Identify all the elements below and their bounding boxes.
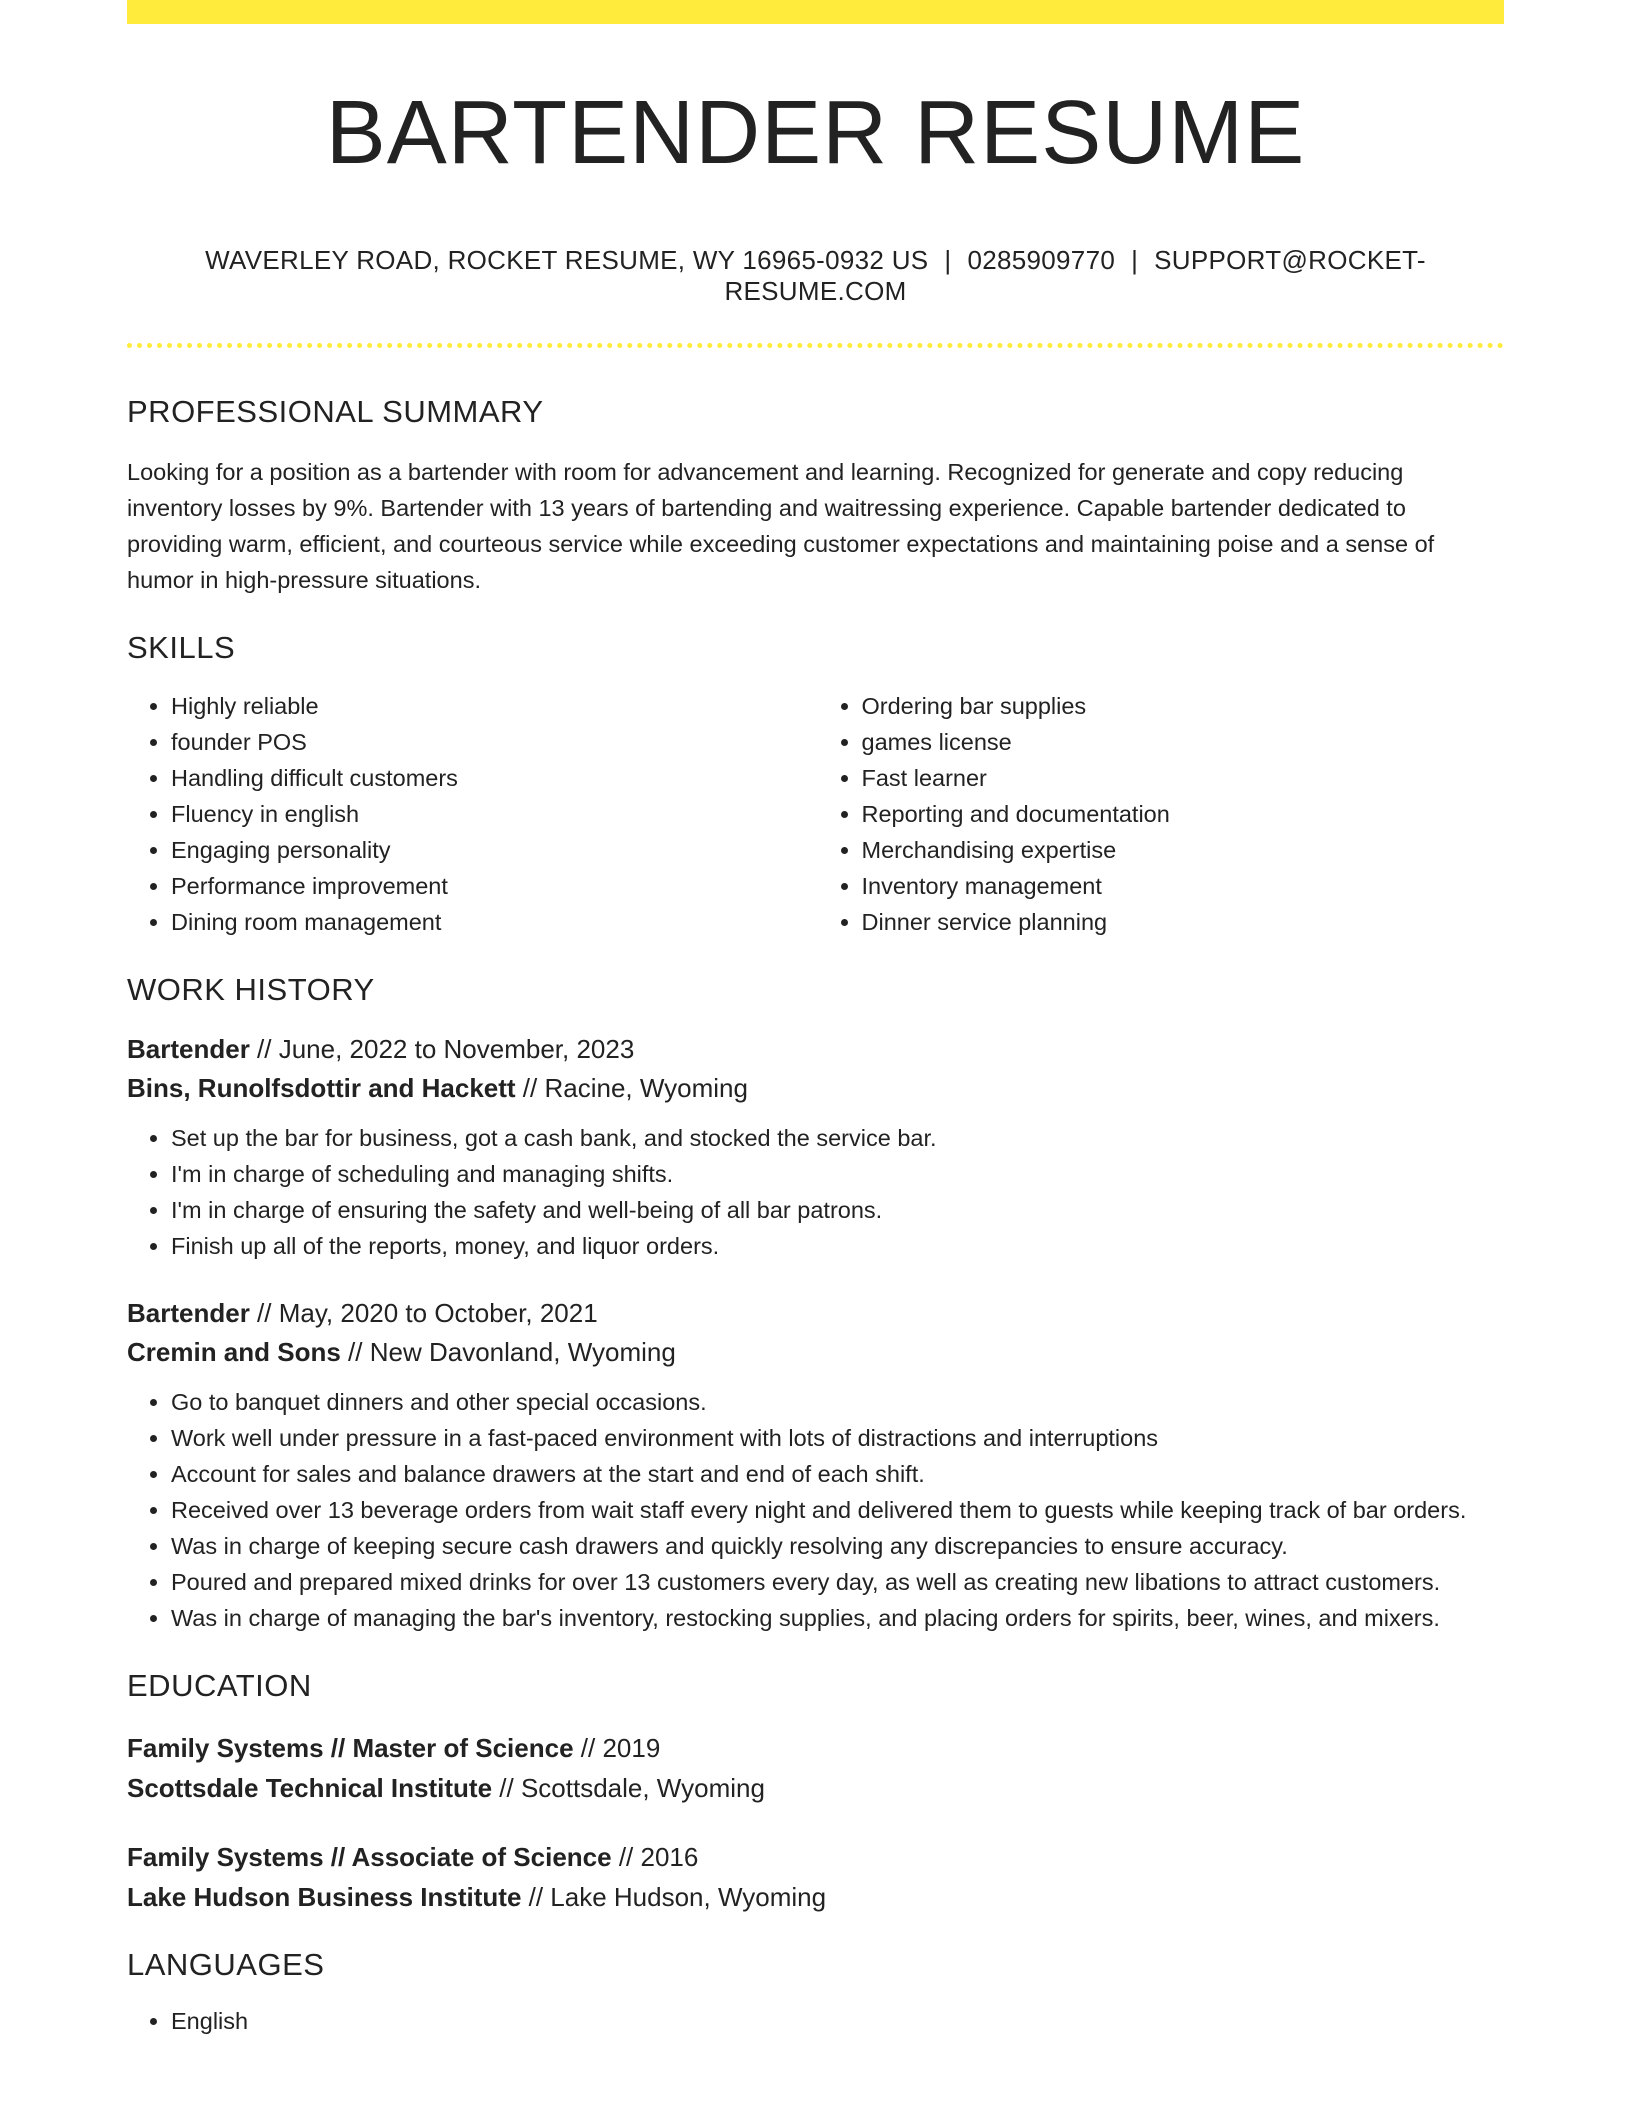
education-entry: [127, 1837, 1504, 1917]
languages-list: [127, 2003, 1504, 2039]
header-divider: [127, 343, 1504, 348]
duty-item: • Account for sales and balance drawers at the start and end of each shift.: [171, 1456, 1504, 1492]
duty-item: • I'm in charge of ensuring the safety and well-being of all bar patrons.: [171, 1192, 1504, 1228]
skill-item: • Ordering bar supplies: [862, 688, 1505, 724]
education-heading: EDUCATION: [127, 1668, 312, 1703]
degree-line: [127, 1728, 1504, 1768]
graduation-year: // 2016: [611, 1842, 699, 1872]
contact-separator: |: [944, 245, 952, 275]
skill-item: • Reporting and documentation: [862, 796, 1505, 832]
skill-item: • Inventory management: [862, 868, 1505, 904]
skill-item: • Fast learner: [862, 760, 1505, 796]
job-dates: // June, 2022 to November, 2023: [249, 1034, 635, 1064]
skills-heading: SKILLS: [127, 630, 236, 665]
resume-page: [127, 0, 1504, 2039]
degree-line: [127, 1837, 1504, 1877]
duty-item: • Finish up all of the reports, money, and liquor orders.: [171, 1228, 1504, 1264]
skill-item: • Dining room management: [171, 904, 816, 940]
duty-item: • Poured and prepared mixed drinks for over 13 customers every day, as well as creating new libations to attract customers.: [171, 1564, 1504, 1600]
work-history-heading: WORK HISTORY: [127, 972, 375, 1007]
email-address: SUPPORT@ROCKET-RESUME.COM: [724, 245, 1426, 306]
duty-item: • Go to banquet dinners and other special occasions.: [171, 1384, 1504, 1420]
job-entry: [127, 1294, 1504, 1372]
job-company-line: [127, 1069, 1504, 1108]
job-company: Bins, Runolfsdottir and Hackett: [127, 1073, 516, 1103]
education-entry: [127, 1728, 1504, 1808]
summary-text: Looking for a position as a bartender with room for advancement and learning. Recognized for generate and copy reducing inventory losses by 9%. Bartender with 13 years of bartending and waitressing experience. Capable bartender dedicated to providing warm, efficient, and courteous service while exceeding customer expectations and maintaining poise and a sense of humor in high-pressure situations.: [127, 459, 1435, 593]
duty-item: • Work well under pressure in a fast-paced environment with lots of distractions and interruptions: [171, 1420, 1504, 1456]
skill-item: • Fluency in english: [171, 796, 816, 832]
job-company: Cremin and Sons: [127, 1337, 341, 1367]
languages-heading: LANGUAGES: [127, 1947, 325, 1982]
top-accent-bar: [127, 0, 1504, 24]
skill-item: • Engaging personality: [171, 832, 816, 868]
skill-item: • Highly reliable: [171, 688, 816, 724]
skills-column-left: [127, 688, 816, 940]
duty-item: • I'm in charge of scheduling and managing shifts.: [171, 1156, 1504, 1192]
job-role: Bartender: [127, 1298, 250, 1328]
school-name: Lake Hudson Business Institute: [127, 1882, 522, 1912]
skill-item: • Merchandising expertise: [862, 832, 1505, 868]
skill-item: • Dinner service planning: [862, 904, 1505, 940]
school-line: [127, 1768, 1504, 1808]
degree: Family Systems // Associate of Science: [127, 1842, 612, 1872]
school-line: [127, 1877, 1504, 1917]
job-location: // New Davonland, Wyoming: [340, 1337, 676, 1367]
contact-separator: |: [1131, 245, 1139, 275]
school-name: Scottsdale Technical Institute: [127, 1773, 493, 1803]
job-title-line: [127, 1030, 1504, 1069]
skills-column-right: [816, 688, 1505, 940]
language-item: • English: [171, 2003, 1504, 2039]
skill-item: • games license: [862, 724, 1505, 760]
job-location: // Racine, Wyoming: [515, 1073, 748, 1103]
skills-list: [127, 688, 1504, 940]
school-location: // Lake Hudson, Wyoming: [521, 1882, 827, 1912]
skill-item: • Performance improvement: [171, 868, 816, 904]
contact-line: [127, 245, 1504, 307]
resume-title: BARTENDER RESUME: [325, 83, 1306, 183]
job-duties: [127, 1384, 1504, 1636]
phone-number: 0285909770: [967, 245, 1116, 275]
degree: Family Systems // Master of Science: [127, 1733, 574, 1763]
duty-item: • Received over 13 beverage orders from wait staff every night and delivered them to guests while keeping track of bar orders.: [171, 1492, 1504, 1528]
duty-item: • Was in charge of keeping secure cash drawers and quickly resolving any discrepancies to ensure accuracy.: [171, 1528, 1504, 1564]
graduation-year: // 2019: [573, 1733, 661, 1763]
job-entry: [127, 1030, 1504, 1108]
address: WAVERLEY ROAD, ROCKET RESUME, WY 16965-0932 US: [205, 245, 929, 275]
skill-item: • Handling difficult customers: [171, 760, 816, 796]
job-title-line: [127, 1294, 1504, 1333]
job-role: Bartender: [127, 1034, 250, 1064]
summary-heading: PROFESSIONAL SUMMARY: [127, 394, 544, 429]
school-location: // Scottsdale, Wyoming: [492, 1773, 765, 1803]
job-company-line: [127, 1333, 1504, 1372]
skill-item: • founder POS: [171, 724, 816, 760]
duty-item: • Set up the bar for business, got a cash bank, and stocked the service bar.: [171, 1120, 1504, 1156]
job-dates: // May, 2020 to October, 2021: [249, 1298, 598, 1328]
job-duties: [127, 1120, 1504, 1264]
duty-item: • Was in charge of managing the bar's inventory, restocking supplies, and placing orders for spirits, beer, wines, and mixers.: [171, 1600, 1504, 1636]
